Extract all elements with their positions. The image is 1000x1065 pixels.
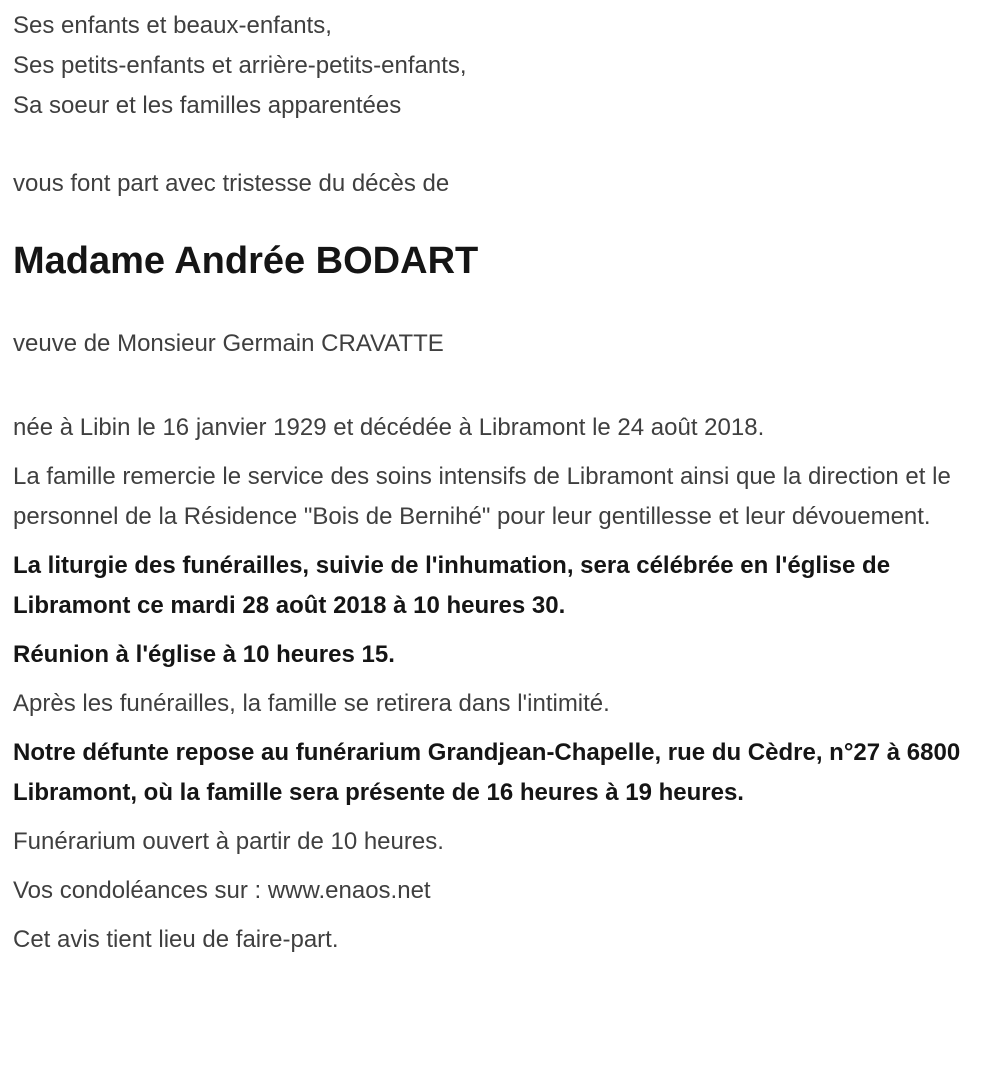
family-line-sister: Sa soeur et les familles apparentées — [13, 92, 402, 119]
condolences-url: www.enaos.net — [267, 877, 431, 904]
family-line-children: Ses enfants et beaux-enfants, — [13, 12, 332, 39]
paragraph-closing: Cet avis tient lieu de faire-part. — [13, 926, 339, 953]
paragraph-privacy: Après les funérailles, la famille se retirera dans l'intimité. — [13, 690, 610, 717]
paragraph-meeting: Réunion à l'église à 10 heures 15. — [13, 641, 395, 668]
paragraph-thanks: La famille remercie le service des soins intensifs de Libramont ainsi que la direction et le personnel de la Résidence "Bois de Bernihé" pour leur gentillesse et leur dévouement. — [13, 463, 951, 530]
condolences-label: Vos condoléances sur : — [13, 877, 268, 904]
paragraph-repose: Notre défunte repose au funérarium Grandjean-Chapelle, rue du Cèdre, n°27 à 6800 Libramont, où la famille sera présente de 16 heures à 19 heures. — [13, 739, 961, 806]
paragraph-condolences — [13, 871, 970, 911]
paragraph-liturgy: La liturgie des funérailles, suivie de l'inhumation, sera célébrée en l'église de Libramont ce mardi 28 août 2018 à 10 heures 30. — [13, 552, 891, 619]
relation-line: veuve de Monsieur Germain CRAVATTE — [13, 330, 444, 357]
announcement-line: vous font part avec tristesse du décès de — [13, 170, 450, 197]
paragraph-funerarium-hours: Funérarium ouvert à partir de 10 heures. — [13, 828, 444, 855]
deceased-name-title: Madame Andrée BODART — [13, 240, 479, 282]
family-line-grandchildren: Ses petits-enfants et arrière-petits-enfants, — [13, 52, 467, 79]
paragraph-birth-death: née à Libin le 16 janvier 1929 et décédée à Libramont le 24 août 2018. — [13, 414, 765, 441]
family-intro-block — [13, 6, 970, 126]
